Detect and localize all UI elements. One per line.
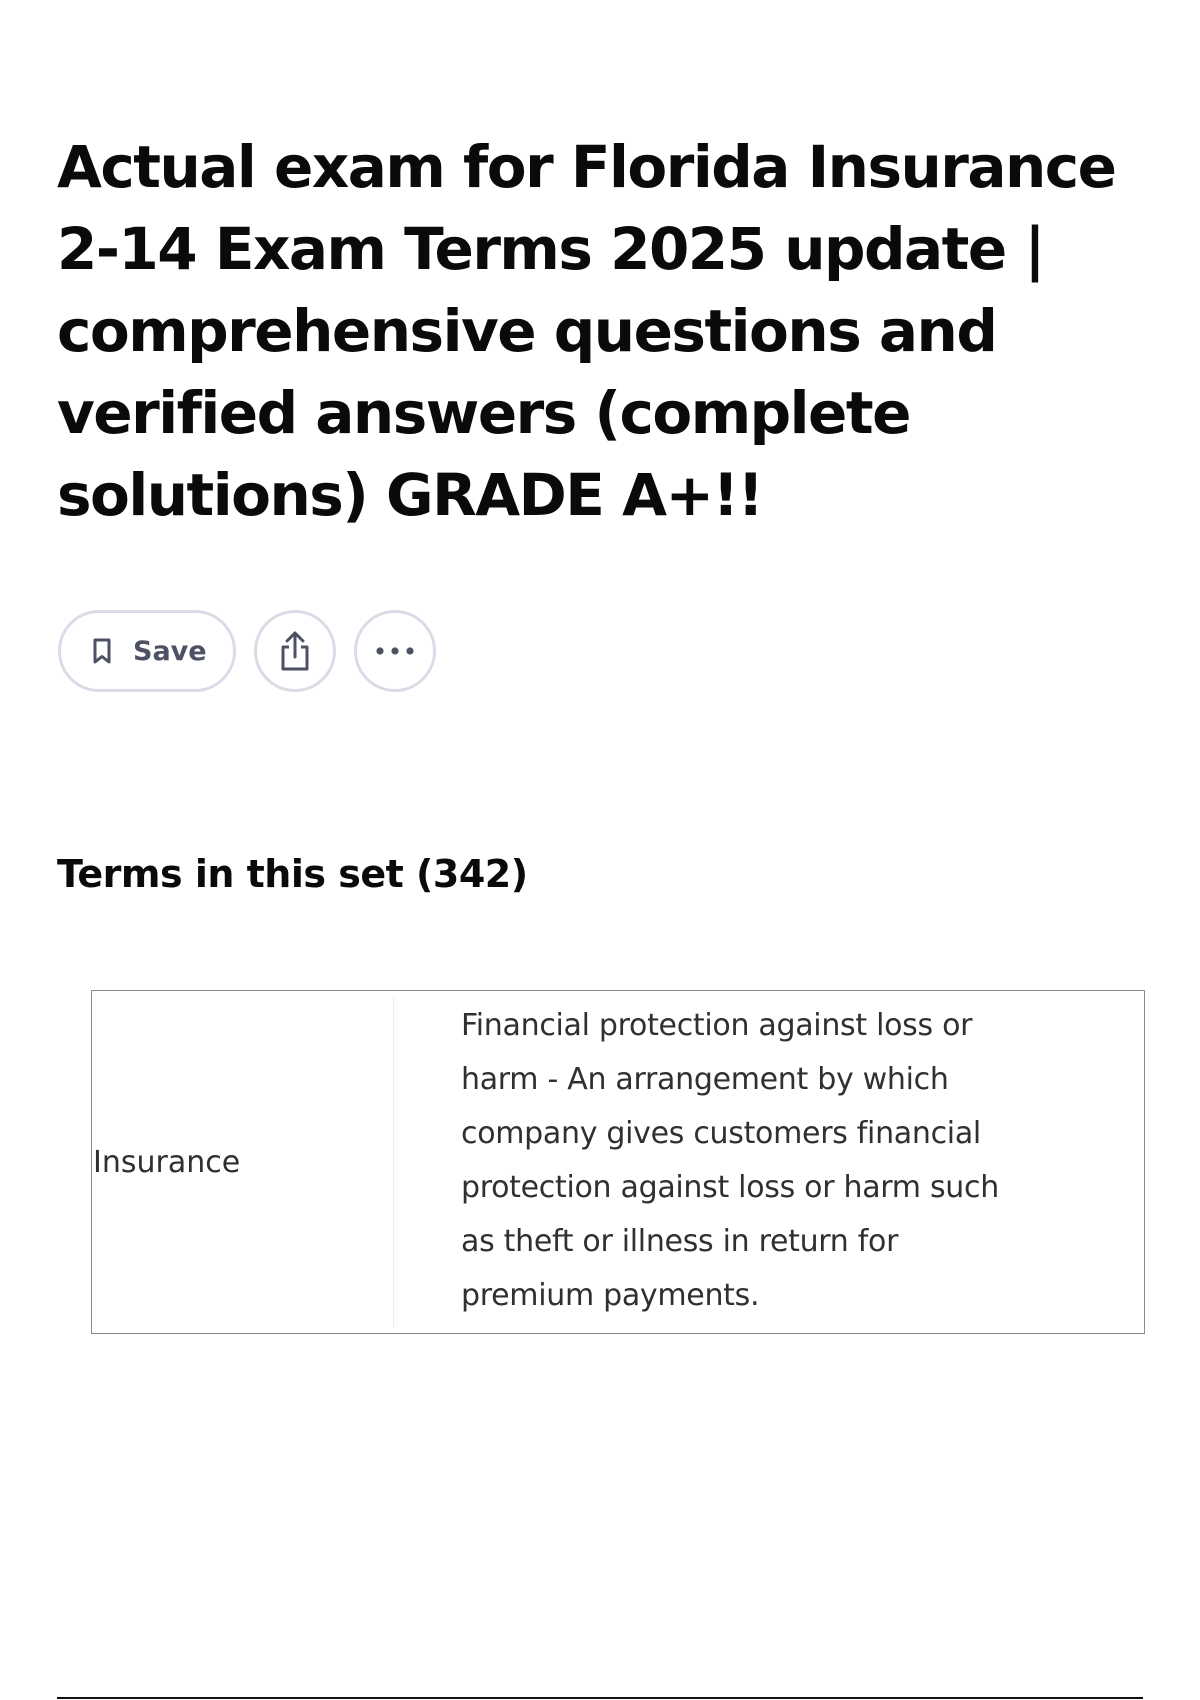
more-options-button[interactable] xyxy=(354,610,436,692)
more-icon xyxy=(375,646,415,656)
share-button[interactable] xyxy=(254,610,336,692)
action-bar xyxy=(58,610,436,692)
page-title: Actual exam for Florida Insurance 2-14 Exam Terms 2025 update | comprehensive questions and verified answers (complete solutions) GRADE A+!! xyxy=(57,133,1116,529)
bookmark-icon xyxy=(91,637,113,665)
term-card xyxy=(91,990,1145,1334)
save-button-label: Save xyxy=(133,635,207,667)
divider xyxy=(57,1697,1143,1699)
save-button[interactable] xyxy=(58,610,236,692)
term-text: Insurance xyxy=(93,1144,241,1180)
term-cell xyxy=(92,997,394,1327)
share-icon xyxy=(276,630,314,672)
terms-heading: Terms in this set (342) xyxy=(57,852,528,896)
definition-text: Financial protection against loss or harm - An arrangement by which company gives customers financial protection against loss or harm such as theft or illness in return for premium payments. xyxy=(461,1008,999,1313)
definition-cell xyxy=(394,991,1144,1333)
